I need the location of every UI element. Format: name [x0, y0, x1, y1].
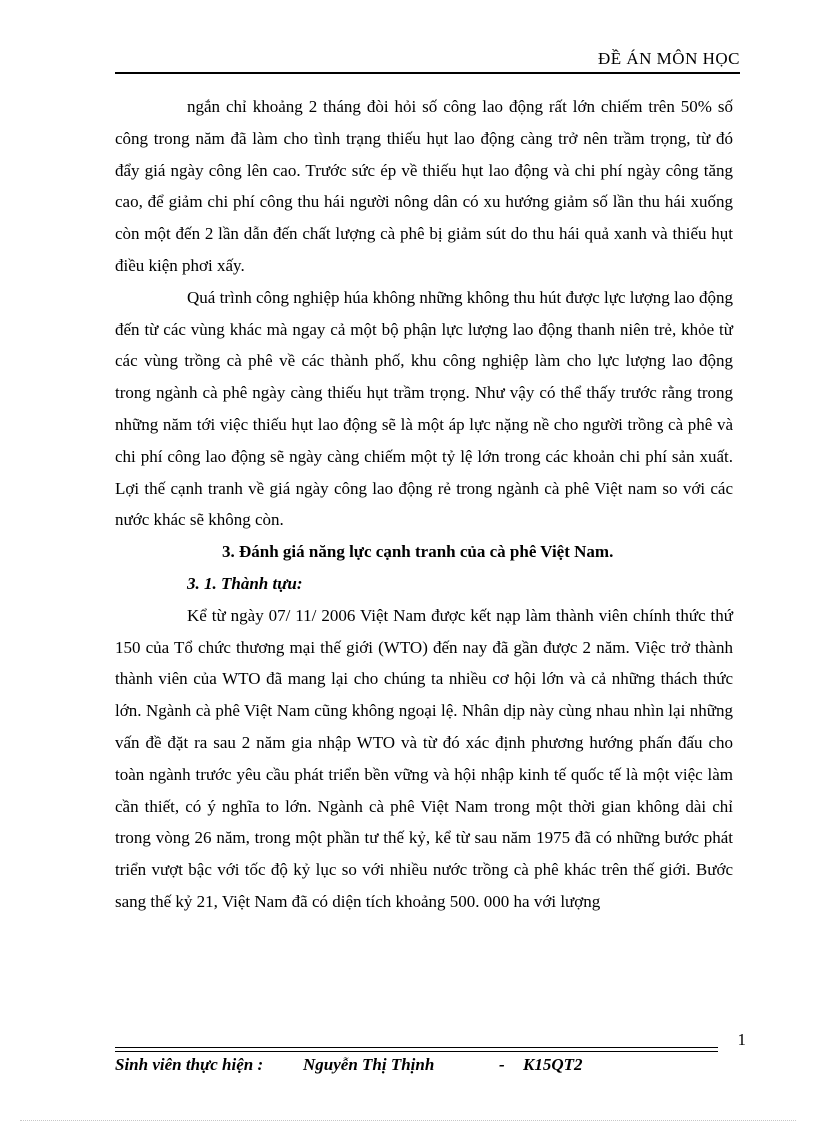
- body-text: [115, 91, 733, 918]
- page-bottom-dotted-line: [20, 1120, 796, 1121]
- section-heading: 3. Đánh giá năng lực cạnh tranh của cà phê Việt Nam.: [222, 542, 614, 562]
- footer: [115, 1055, 718, 1075]
- paragraph-industrialization: Quá trình công nghiệp húa không những không thu hút được lực lượng lao động đến từ các vùng khác mà ngay cả một bộ phận lực lượng lao động thanh niên trẻ, khỏe từ các vùng trồng cà phê về các thành phố, khu công nghiệp làm cho lực lượng lao động trong ngành cà phê ngày càng thiếu hụt trầm trọng. Như vậy có thể thấy trước rằng trong những năm tới việc thiếu hụt lao động sẽ là một áp lực nặng nề cho người trồng cà phê và chi phí công lao động sẽ ngày càng chiếm một tỷ lệ lớn trong các khoản chi phí sản xuất. Lợi thế cạnh tranh về giá ngày công lao động rẻ trong ngành cà phê Việt nam so với các nước khác sẽ không còn.: [115, 287, 733, 530]
- page-number: 1: [737, 1030, 746, 1049]
- header-title: ĐỀ ÁN MÔN HỌC: [597, 49, 740, 68]
- footer-author-name: Nguyễn Thị Thịnh: [303, 1055, 435, 1074]
- footer-rule: [115, 1047, 718, 1052]
- footer-label: Sinh viên thực hiện :: [115, 1055, 264, 1074]
- footer-dash: -: [499, 1055, 505, 1074]
- header-rule: [115, 72, 740, 74]
- subsection-heading: 3. 1. Thành tựu:: [187, 573, 303, 593]
- paragraph-wto: Kể từ ngày 07/ 11/ 2006 Việt Nam được kết nạp làm thành viên chính thức thứ 150 của Tổ chức thương mại thế giới (WTO) đến nay đã gần được 2 năm. Việc trở thành thành viên của WTO đã mang lại cho chúng ta nhiều cơ hội lớn và cả những thách thức lớn. Ngành cà phê Việt Nam cũng không ngoại lệ. Nhân dịp này cùng nhau nhìn lại những vấn đề đặt ra sau 2 năm gia nhập WTO và từ đó xác định phương hướng phấn đấu cho toàn ngành trước yêu cầu phát triển bền vững và hội nhập kinh tế quốc tế là một việc làm cần thiết, có ý nghĩa to lớn. Ngành cà phê Việt Nam trong một thời gian không dài chỉ trong vòng 26 năm, trong một phần tư thế kỷ, kể từ sau năm 1975 đã có những bước phát triển vượt bậc với tốc độ kỷ lục so với nhiều nước trồng cà phê khác trên thế giới. Bước sang thế kỷ 21, Việt Nam đã có diện tích khoảng 500. 000 ha với lượng: [115, 605, 733, 911]
- paragraph-continued: ngắn chỉ khoảng 2 tháng đòi hỏi số công lao động rất lớn chiếm trên 50% số công trong năm đã làm cho tình trạng thiếu hụt lao động càng trở nên trầm trọng, từ đó đẩy giá ngày công lên cao. Trước sức ép về thiếu hụt lao động và chi phí ngày công tăng cao, để giảm chi phí công thu hái người nông dân có xu hướng giảm số lần thu hái xuống còn một đến 2 lần dẫn đến chất lượng cà phê bị giảm sút do thu hái quả xanh và thiếu hụt điều kiện phơi xấy.: [115, 97, 733, 275]
- footer-class: K15QT2: [523, 1055, 583, 1074]
